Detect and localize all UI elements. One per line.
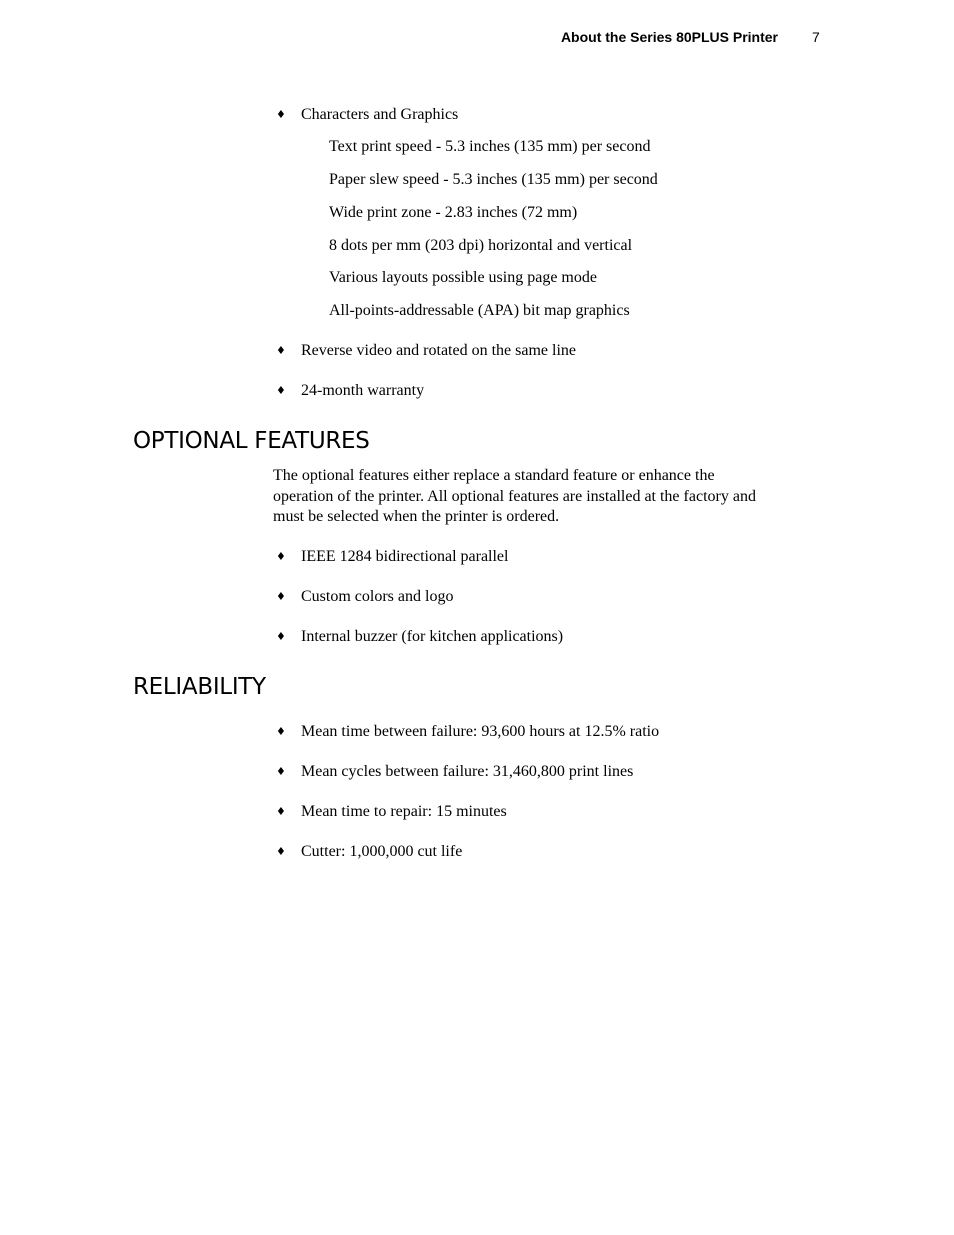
list-item: Mean cycles between failure: 31,460,800 print lines xyxy=(301,763,634,780)
diamond-bullet-icon: ♦ xyxy=(276,108,286,121)
diamond-bullet-icon: ♦ xyxy=(276,384,286,397)
diamond-bullet-icon: ♦ xyxy=(276,845,286,858)
sub-list-item: Text print speed - 5.3 inches (135 mm) per second xyxy=(329,138,651,155)
page-number: 7 xyxy=(812,29,820,45)
sub-list-item: Wide print zone - 2.83 inches (72 mm) xyxy=(329,204,578,221)
section-heading-reliability: RELIABILITY xyxy=(133,674,266,700)
section-heading-optional-features: OPTIONAL FEATURES xyxy=(133,428,370,454)
list-item: 24-month warranty xyxy=(301,382,425,399)
header-title: About the Series 80PLUS Printer xyxy=(560,29,778,45)
sub-list-item: All-points-addressable (APA) bit map graphics xyxy=(329,302,630,319)
diamond-bullet-icon: ♦ xyxy=(276,805,286,818)
running-header xyxy=(0,29,954,49)
diamond-bullet-icon: ♦ xyxy=(276,590,286,603)
sub-list-item: 8 dots per mm (203 dpi) horizontal and vertical xyxy=(329,237,633,254)
list-item: Mean time to repair: 15 minutes xyxy=(301,803,507,820)
list-item: Custom colors and logo xyxy=(301,588,454,605)
diamond-bullet-icon: ♦ xyxy=(276,765,286,778)
list-item: Characters and Graphics xyxy=(301,106,459,123)
diamond-bullet-icon: ♦ xyxy=(276,630,286,643)
optional-features-intro: The optional features either replace a standard feature or enhance the operation of the printer. All optional features are installed at the factory and must be selected when the printer is ordered. xyxy=(273,467,756,525)
diamond-bullet-icon: ♦ xyxy=(276,550,286,563)
sub-list-item: Various layouts possible using page mode xyxy=(329,269,597,286)
list-item: Cutter: 1,000,000 cut life xyxy=(301,843,463,860)
diamond-bullet-icon: ♦ xyxy=(276,344,286,357)
list-item: IEEE 1284 bidirectional parallel xyxy=(301,548,509,565)
list-item: Reverse video and rotated on the same line xyxy=(301,342,577,359)
list-item: Mean time between failure: 93,600 hours at 12.5% ratio xyxy=(301,723,660,740)
sub-list-item: Paper slew speed - 5.3 inches (135 mm) per second xyxy=(329,171,658,188)
diamond-bullet-icon: ♦ xyxy=(276,725,286,738)
list-item: Internal buzzer (for kitchen applications) xyxy=(301,628,564,645)
